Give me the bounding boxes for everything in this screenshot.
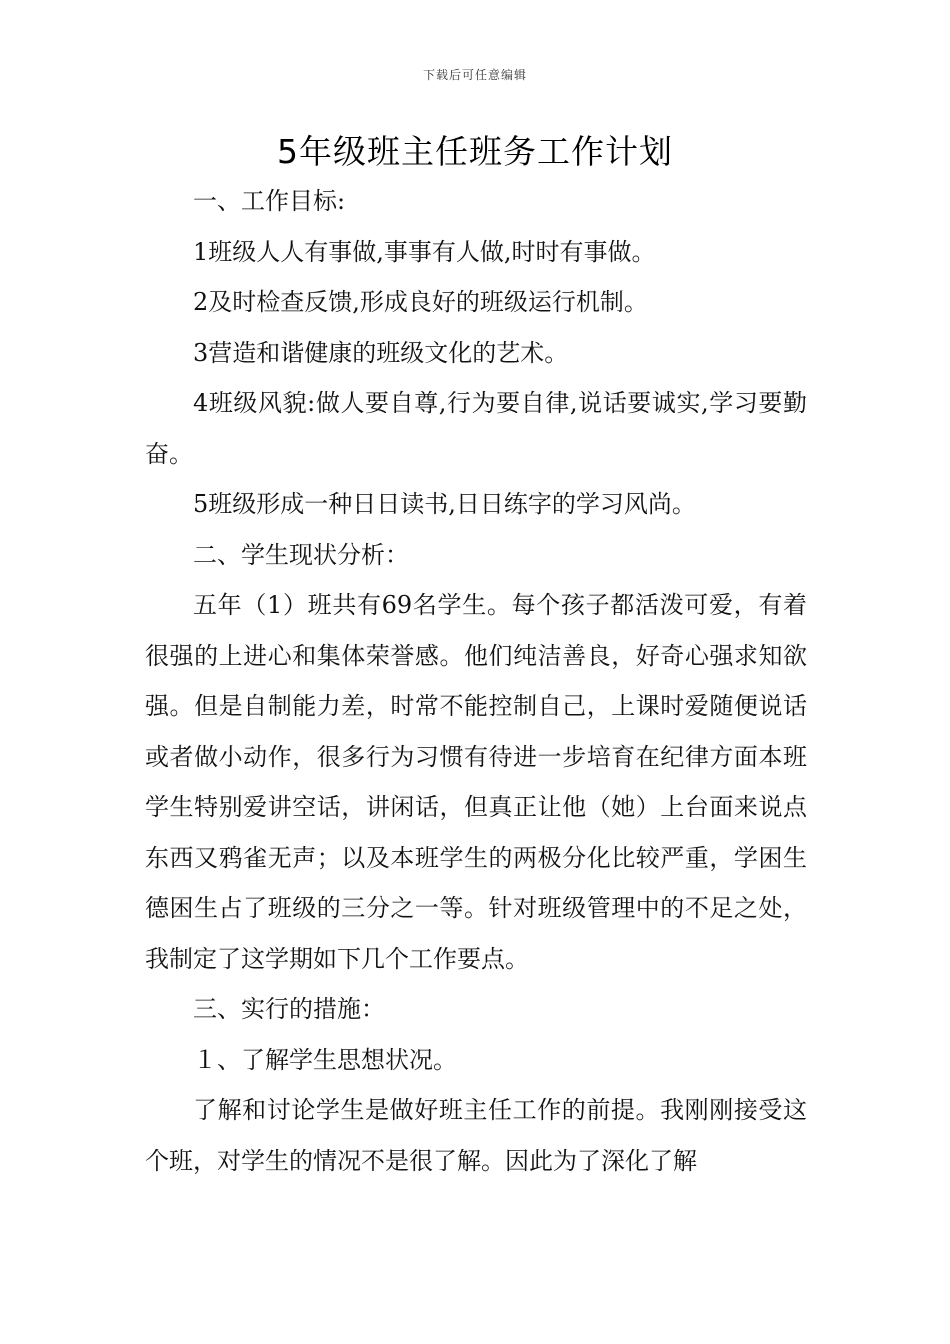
- measure-item-1: １、了解学生思想状况。: [193, 1045, 457, 1074]
- analysis-paragraph: 五年（1）班共有69名学生。每个孩子都活泼可爱，有着很强的上进心和集体荣誉感。他们纯洁善良，好奇心强求知欲强。但是自制能力差，时常不能控制自己，上课时爱随便说话或者做小动作，很多行为习惯有待进一步培育在纪律方面本班学生特别爱讲空话，讲闲话，但真正让他（她）上台面来说点东西又鸦雀无声；以及本班学生的两极分化比较严重，学困生德困生占了班级的三分之一等。针对班级管理中的不足之处，我制定了这学期如下几个工作要点。: [145, 591, 807, 973]
- goal-item-2: 2及时检查反馈,形成良好的班级运行机制。: [193, 288, 648, 316]
- document-title: 5年级班主任班务工作计划: [277, 132, 673, 171]
- goal-item-4: 4班级风貌:做人要自尊,行为要自律,说话要诚实,学习要勤奋。: [145, 389, 807, 468]
- document-body: [145, 176, 807, 1186]
- goal-item-3: 3营造和谐健康的班级文化的艺术。: [193, 338, 569, 367]
- header-note: 下载后可任意编辑: [422, 68, 527, 82]
- goal-item-5: 5班级形成一种日日读书,日日练字的学习风尚。: [193, 490, 696, 518]
- section-heading-goals: 一、工作目标:: [193, 187, 346, 215]
- section-heading-analysis: 二、学生现状分析：: [193, 540, 409, 569]
- section-heading-measures: 三、实行的措施：: [193, 995, 385, 1023]
- goal-item-1: 1班级人人有事做,事事有人做,时时有事做。: [193, 237, 656, 266]
- measure-paragraph: 了解和讨论学生是做好班主任工作的前提。我刚刚接受这个班，对学生的情况不是很了解。因此为了深化了解: [145, 1096, 807, 1175]
